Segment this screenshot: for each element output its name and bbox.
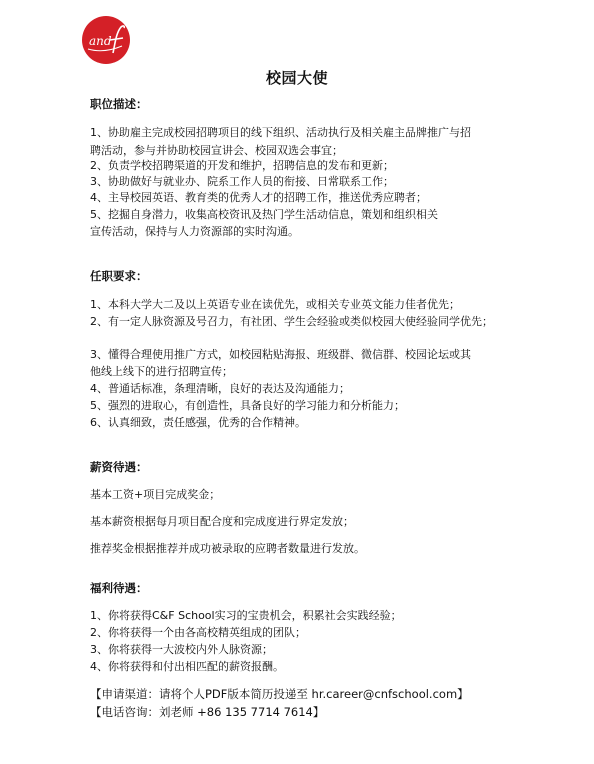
- requirements-line: 2、有一定人脉资源及号召力，有社团、学生会经验或类似校园大使经验同学优先；: [90, 315, 493, 328]
- cf-school-logo: [82, 16, 130, 64]
- requirements-line: 5、强烈的进取心，有创造性，具备良好的学习能力和分析能力；: [90, 399, 405, 412]
- section-title-duties: 职位描述：: [90, 97, 148, 111]
- apply-channel: 【申请渠道：请将个人PDF版本简历投递至 hr.career@cnfschool.com】: [90, 687, 469, 701]
- section-title-requirements: 任职要求：: [90, 269, 148, 283]
- requirements-line: 6、认真细致，责任感强，优秀的合作精神。: [90, 416, 306, 429]
- duties-line: 5、挖掘自身潜力，收集高校资讯及热门学生活动信息，策划和组织相关: [90, 208, 438, 221]
- benefits-line: 3、你将获得一大波校内外人脉资源；: [90, 643, 273, 656]
- svg-text:and: and: [89, 34, 112, 48]
- salary-line: 推荐奖金根据推荐并成功被录取的应聘者数量进行发放。: [90, 542, 365, 555]
- benefits-line: 1、你将获得C&F School实习的宝贵机会，积累社会实践经验；: [90, 609, 402, 622]
- duties-line: 3、协助做好与就业办、院系工作人员的衔接、日常联系工作；: [90, 175, 394, 188]
- requirements-line: 1、本科大学大二及以上英语专业在读优先，或相关专业英文能力佳者优先；: [90, 298, 460, 311]
- page-title: 校园大使: [265, 69, 328, 87]
- benefits-line: 2、你将获得一个由各高校精英组成的团队；: [90, 626, 306, 639]
- duties-line: 聘活动，参与并协助校园宣讲会、校园双选会事宜；: [90, 144, 343, 157]
- duties-line: 4、主导校园英语、教育类的优秀人才的招聘工作，推送优秀应聘者；: [90, 191, 427, 204]
- requirements-line: 3、懂得合理使用推广方式，如校园粘贴海报、班级群、微信群、校园论坛或其: [90, 348, 471, 361]
- salary-line: 基本薪资根据每月项目配合度和完成度进行界定发放；: [90, 515, 354, 528]
- requirements-line: 4、普通话标准，条理清晰，良好的表达及沟通能力；: [90, 382, 350, 395]
- phone-contact: 【电话咨询：刘老师 +86 135 7714 7614】: [90, 705, 325, 719]
- requirements-line: 他线上线下的进行招聘宣传；: [90, 365, 233, 378]
- benefits-line: 4、你将获得和付出相匹配的薪资报酬。: [90, 660, 284, 673]
- duties-line: 2、负责学校招聘渠道的开发和维护，招聘信息的发布和更新；: [90, 159, 394, 172]
- duties-line: 1、协助雇主完成校园招聘项目的线下组织、活动执行及相关雇主品牌推广与招: [90, 126, 471, 139]
- duties-line: 宣传活动，保持与人力资源部的实时沟通。: [90, 225, 299, 238]
- section-title-benefits: 福利待遇：: [90, 581, 148, 595]
- section-title-salary: 薪资待遇：: [90, 460, 148, 474]
- cf-logo-mark: [82, 16, 130, 64]
- salary-line: 基本工资+项目完成奖金；: [90, 488, 221, 501]
